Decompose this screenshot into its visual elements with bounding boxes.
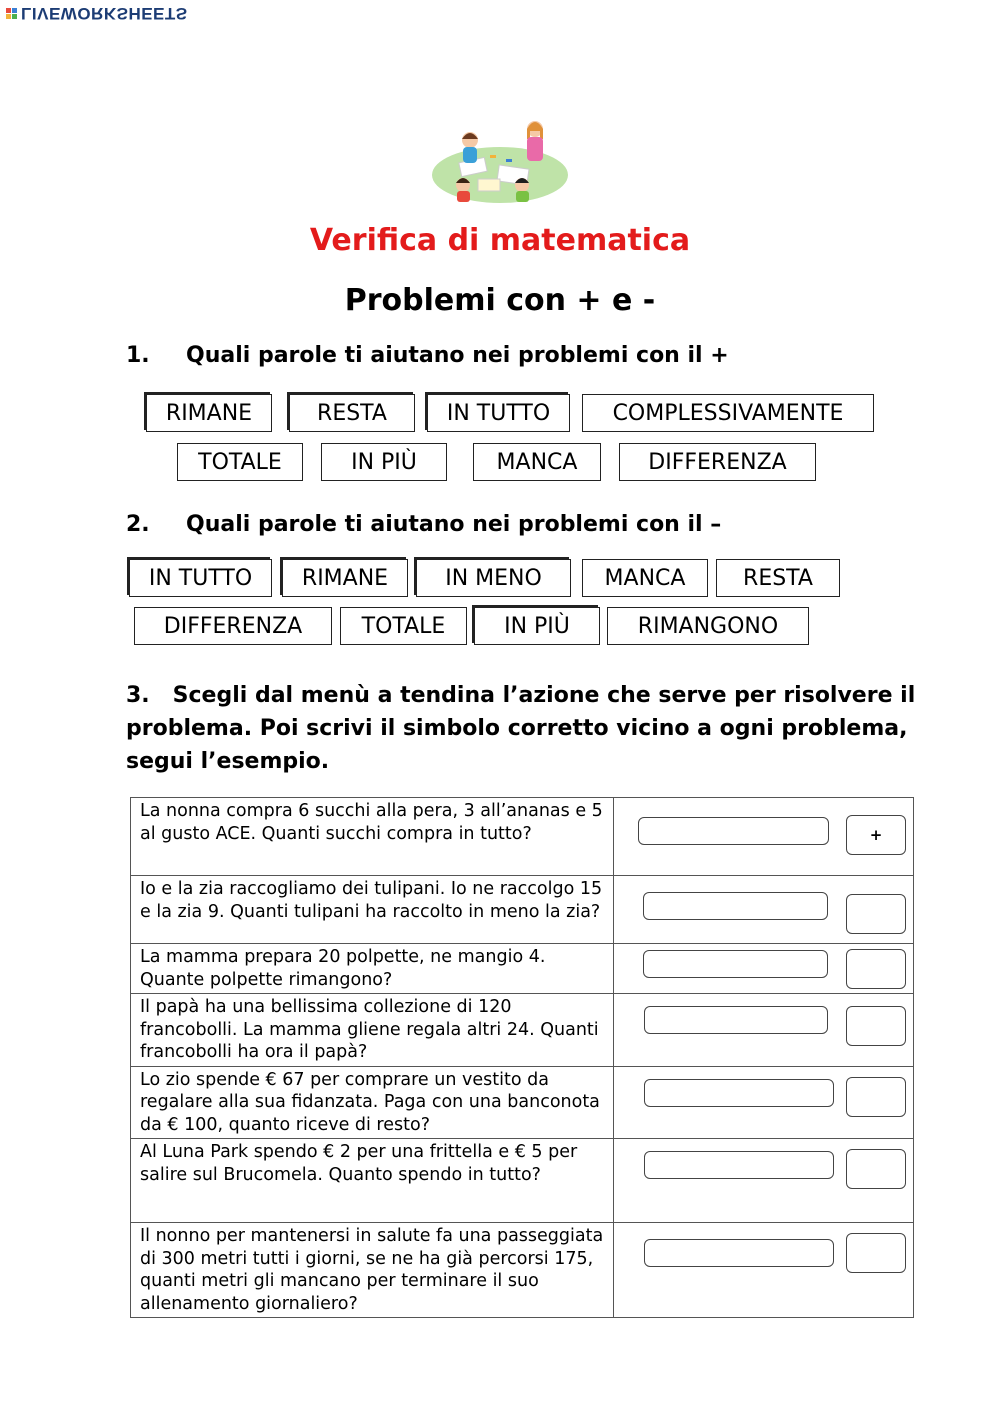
q2-word-rimane[interactable]: RIMANE: [282, 559, 408, 597]
symbol-input[interactable]: [846, 1233, 906, 1273]
symbol-input[interactable]: +: [846, 815, 906, 855]
question-1-number: 1.: [126, 343, 150, 368]
q1-word-manca[interactable]: MANCA: [473, 443, 601, 481]
problem-text: Il papà ha una bellissima collezione di 120 francobolli. La mamma gliene regala altri 24. Quanti francobolli ha ora il papà?: [131, 994, 614, 1067]
brand-mark-icon: [6, 8, 17, 19]
problem-text: Al Luna Park spendo € 2 per una frittella e € 5 per salire sul Brucomela. Quanto spendo in tutto?: [131, 1139, 614, 1223]
q1-word-in-piu[interactable]: IN PIÙ: [321, 443, 447, 481]
problem-text: Il nonno per mantenersi in salute fa una passeggiata di 300 metri tutti i giorni, se ne ha già percorsi 175, quanti metri gli mancano per terminare il suo allenamento giornaliero?: [131, 1223, 614, 1318]
question-3-number: 3.: [126, 683, 150, 708]
problem-row: [131, 1223, 914, 1318]
q2-word-differenza[interactable]: DIFFERENZA: [134, 607, 332, 645]
problem-text: La nonna compra 6 succhi alla pera, 3 all’ananas e 5 al gusto ACE. Quanti succhi compra in tutto?: [131, 798, 614, 876]
q2-word-manca[interactable]: MANCA: [582, 559, 708, 597]
q2-word-totale[interactable]: TOTALE: [340, 607, 467, 645]
problem-text: La mamma prepara 20 polpette, ne mangio 4. Quante polpette rimangono?: [131, 944, 614, 994]
problem-row: [131, 944, 914, 994]
q2-word-in-piu[interactable]: IN PIÙ: [474, 607, 600, 645]
operation-dropdown[interactable]: [644, 1079, 834, 1107]
operation-dropdown[interactable]: [644, 1006, 828, 1034]
operation-dropdown[interactable]: [638, 817, 829, 845]
q1-word-resta[interactable]: RESTA: [289, 394, 415, 432]
operation-dropdown[interactable]: [644, 1151, 834, 1179]
question-2-number: 2.: [126, 512, 150, 537]
children-drawing-illustration: [430, 115, 570, 205]
operation-dropdown[interactable]: [643, 892, 828, 920]
q2-word-rimangono[interactable]: RIMANGONO: [607, 607, 809, 645]
answer-cell: [614, 994, 914, 1067]
answer-cell: [614, 1139, 914, 1223]
page-title: Verifica di matematica: [309, 223, 691, 258]
symbol-input[interactable]: [846, 949, 906, 989]
question-1-text: Quali parole ti aiutano nei problemi con il +: [186, 343, 729, 368]
q1-word-complessivamente[interactable]: COMPLESSIVAMENTE: [582, 394, 874, 432]
question-1-heading: [126, 343, 729, 368]
q1-word-totale[interactable]: TOTALE: [177, 443, 303, 481]
symbol-input[interactable]: [846, 894, 906, 934]
symbol-input[interactable]: [846, 1077, 906, 1117]
question-3-heading: [126, 679, 926, 778]
answer-cell: [614, 1066, 914, 1139]
brand-name: LIVEWORKSHEETS: [21, 4, 188, 23]
q1-word-rimane[interactable]: RIMANE: [146, 394, 272, 432]
problem-row: [131, 798, 914, 876]
operation-dropdown[interactable]: [643, 950, 828, 978]
answer-cell: [614, 798, 914, 876]
operation-dropdown[interactable]: [644, 1239, 834, 1267]
symbol-input[interactable]: [846, 1006, 906, 1046]
problem-row: [131, 1139, 914, 1223]
problem-row: [131, 1066, 914, 1139]
q1-word-differenza[interactable]: DIFFERENZA: [619, 443, 816, 481]
problem-row: [131, 994, 914, 1067]
question-2-heading: [126, 512, 721, 537]
page-subtitle: Problemi con + e -: [344, 283, 656, 318]
q2-word-in-tutto[interactable]: IN TUTTO: [129, 559, 272, 597]
q1-word-in-tutto[interactable]: IN TUTTO: [427, 394, 570, 432]
q2-word-in-meno[interactable]: IN MENO: [416, 559, 571, 597]
answer-cell: [614, 944, 914, 994]
q2-word-resta[interactable]: RESTA: [716, 559, 840, 597]
question-2-text: Quali parole ti aiutano nei problemi con il –: [186, 512, 722, 537]
problem-text: Lo zio spende € 67 per comprare un vestito da regalare alla sua fidanzata. Paga con una banconota da € 100, quanto riceve di resto?: [131, 1066, 614, 1139]
answer-cell: [614, 876, 914, 944]
problem-text: Io e la zia raccogliamo dei tulipani. Io ne raccolgo 15 e la zia 9. Quanti tulipani ha raccolto in meno la zia?: [131, 876, 614, 944]
problems-table: [130, 797, 914, 1318]
question-3-text: Scegli dal menù a tendina l’azione che serve per risolvere il problema. Poi scrivi il simbolo corretto vicino a ogni problema, segui l’esempio.: [126, 683, 916, 774]
symbol-input[interactable]: [846, 1149, 906, 1189]
brand-logo[interactable]: [6, 2, 188, 24]
answer-cell: [614, 1223, 914, 1318]
problem-row: [131, 876, 914, 944]
